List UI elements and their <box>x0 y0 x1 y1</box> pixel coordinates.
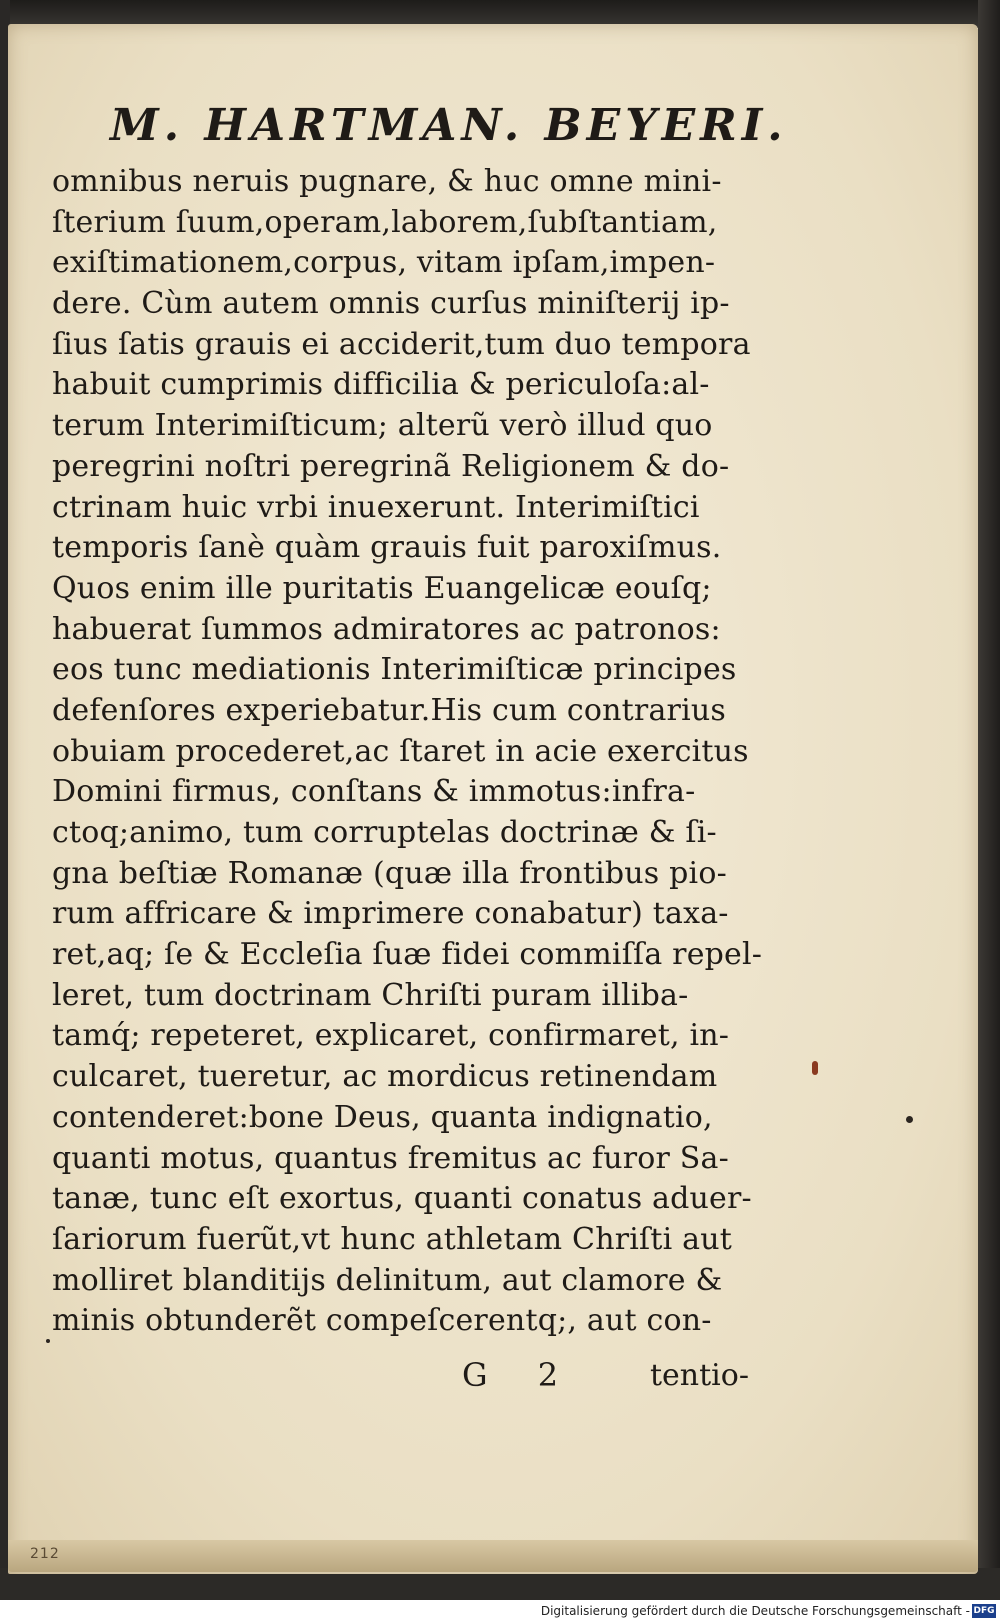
text-line: habuit cumprimis difficilia & periculoſa:al- <box>52 367 710 403</box>
text-line: rum affricare & imprimere conabatur) taxa- <box>52 896 729 932</box>
text-line: ſius ſatis grauis ei acciderit,tum duo tempora <box>52 326 751 362</box>
page-edge-mark: 212 <box>30 1546 60 1562</box>
text-line: Quos enim ille puritatis Euangelicæ eouſq; <box>52 570 712 606</box>
text-line: obuiam procederet,ac ſtaret in acie exercitus <box>52 733 749 769</box>
text-line: ctrinam huic vrbi inuexerunt. Interimiſtici <box>52 489 700 525</box>
text-line: peregrini noſtri peregrinã Religionem & do- <box>52 448 730 484</box>
text-line: defenſores experiebatur.His cum contrarius <box>52 692 727 728</box>
text-line: Domini firmus, conſtans & immotus:infra- <box>52 774 696 810</box>
dfg-logo: DFG <box>973 1606 995 1616</box>
text-line: exiſtimationem,corpus, vitam ipſam,impen- <box>52 245 716 281</box>
text-line: terum Interimiſticum; alterũ verò illud quo <box>52 408 713 444</box>
catchword: tentio- <box>650 1358 749 1393</box>
text-line: tamq́; repeteret, explicaret, confirmaret, in- <box>52 1018 730 1054</box>
text-line: minis obtunderẽt compeſcerentq;, aut con- <box>52 1303 712 1339</box>
text-line: culcaret, tueretur, ac mordicus retinendam <box>52 1059 718 1095</box>
signature-mark: G 2 <box>462 1356 579 1394</box>
text-line: eos tunc mediationis Interimiſticæ principes <box>52 652 737 688</box>
ink-speck <box>812 1061 818 1075</box>
text-line: quanti motus, quantus fremitus ac furor Sa- <box>52 1140 729 1176</box>
text-line: ctoq;animo, tum corruptelas doctrinæ & ſi- <box>52 815 717 850</box>
text-line: tanæ, tunc eſt exortus, quanti conatus aduer- <box>52 1181 752 1217</box>
footer-credit: Digitalisierung gefördert durch die Deutsche Forschungsgemeinschaft - <box>540 1604 970 1618</box>
text-line: habuerat ſummos admiratores ac patronos: <box>52 611 721 647</box>
ink-speck <box>46 1339 50 1343</box>
text-line: ſterium ſuum,operam,laborem,ſubſtantiam, <box>52 204 718 240</box>
body-text <box>52 162 782 1342</box>
text-line: leret, tum doctrinam Chriſti puram illiba- <box>52 977 689 1013</box>
text-line: omnibus neruis pugnare, & huc omne mini- <box>52 164 722 199</box>
page-bottom-edge <box>8 1540 978 1572</box>
running-head: M. HARTMAN. BEYERI. <box>110 100 788 151</box>
text-line: ſariorum fuerũt,vt hunc athletam Chriſti aut <box>52 1221 733 1257</box>
text-line: temporis ſanè quàm grauis fuit paroxiſmus. <box>52 530 722 566</box>
text-line: molliret blanditijs delinitum, aut clamore & <box>52 1262 723 1298</box>
ink-speck <box>906 1116 913 1123</box>
text-line: ret,aq; ſe & Eccleſia ſuæ fidei commiſſa repel- <box>52 937 763 973</box>
text-line: contenderet:bone Deus, quanta indignatio, <box>52 1099 713 1135</box>
scan-background-right <box>978 0 1000 1600</box>
text-line: dere. Cùm autem omnis curſus miniſterij ip- <box>52 286 730 322</box>
text-line: gna beſtiæ Romanæ (quæ illa frontibus pio- <box>52 855 727 891</box>
